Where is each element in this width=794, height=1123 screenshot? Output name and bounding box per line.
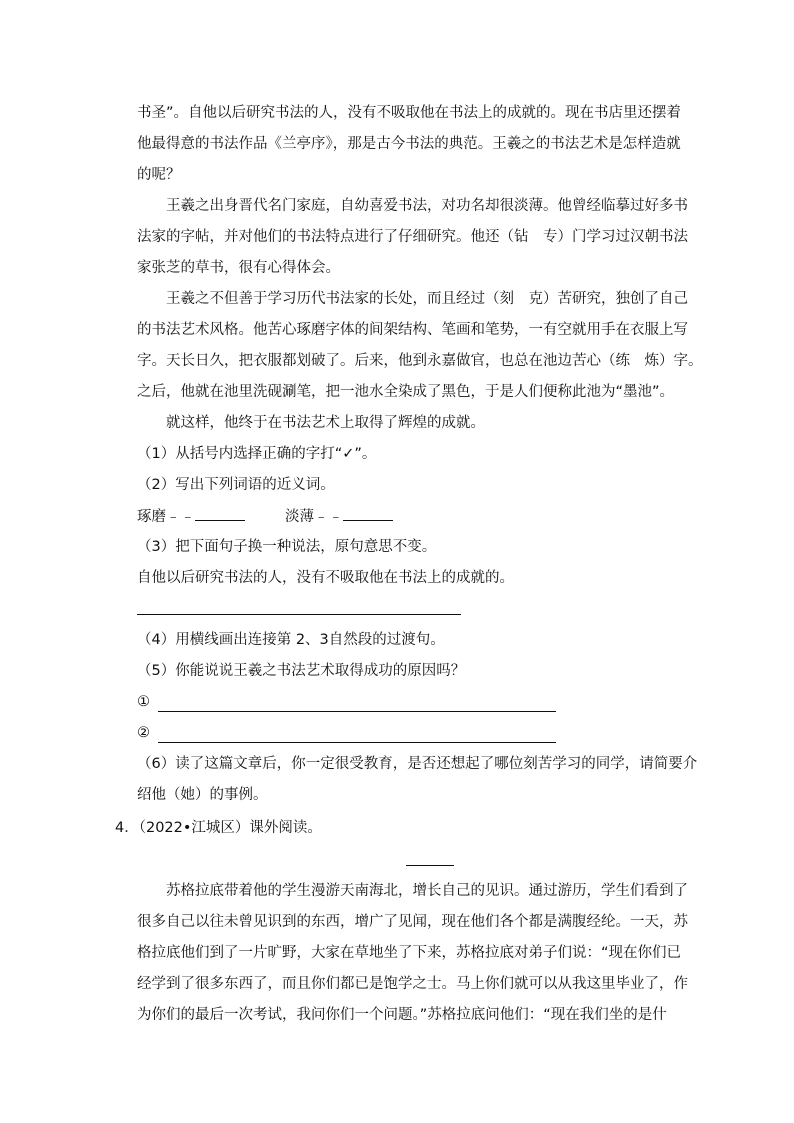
passage-line: 家张芝的草书，很有心得体会。 (137, 260, 340, 276)
passage-2-line: 格拉底他们到了一片旷野，大家在草地坐了下来，苏格拉底对弟子们说：“现在你们已 (137, 945, 682, 961)
title-blank-line[interactable] (406, 865, 454, 866)
reason-marker-1: ① (137, 694, 150, 710)
passage-line: 他最得意的书法作品《兰亭序》，那是古今书法的典范。王羲之的书法艺术是怎样造就 (137, 136, 681, 152)
passage-line: 法家的字帖，并对他们的书法特点进行了仔细研究。他还（钻 专）门学习过汉朝书法 (137, 229, 688, 245)
passage-line: 的书法艺术风格。他苦心琢磨字体的间架结构、笔画和笔势，一有空就用手在衣服上写 (137, 322, 688, 338)
synonym-word-1: 琢磨﹣﹣ (137, 509, 195, 525)
synonym-item-1 (137, 506, 245, 527)
passage-line: 就这样，他终于在书法艺术上取得了辉煌的成就。 (166, 415, 485, 431)
passage-line: 之后，他就在池里洗砚涮笔，把一池水全染成了黑色，于是人们便称此池为“墨池”。 (137, 384, 675, 400)
passage-line: 的呢？ (137, 167, 181, 183)
question-4: （4）用横线画出连接第 2、3自然段的过渡句。 (137, 632, 445, 648)
reason-answer-line-1[interactable] (158, 711, 556, 712)
question-3-sentence: 自他以后研究书法的人，没有不吸取他在书法上的成就的。 (137, 570, 514, 586)
passage-line: 字。天长日久，把衣服都划破了。后来，他到永嘉做官，也总在池边苦心（练 炼）字。 (137, 353, 703, 369)
reason-answer-line-2[interactable] (158, 742, 556, 743)
question-6-cont: 绍他（她）的事例。 (137, 787, 268, 803)
passage-2-line: 很多自己以往未曾见识到的东西，增广了见闻，现在他们各个都是满腹经纶。一天，苏 (137, 914, 688, 930)
passage-line: 王羲之出身晋代名门家庭，自幼喜爱书法，对功名却很淡薄。他曾经临摹过好多书 (166, 198, 688, 214)
passage-2-line: 苏格拉底带着他的学生漫游天南海北，增长自己的见识。通过游历，学生们看到了 (166, 883, 688, 899)
passage-2-line: 为你们的最后一次考试，我问你们一个问题。”苏格拉底问他们：“现在我们坐的是什 (137, 1007, 667, 1023)
synonym-answer-blank-2[interactable] (343, 506, 393, 521)
question-5: （5）你能说说王羲之书法艺术取得成功的原因吗？ (137, 663, 466, 679)
synonym-answer-blank-1[interactable] (195, 506, 245, 521)
passage-line: 王羲之不但善于学习历代书法家的长处，而且经过（刻 克）苦研究，独创了自己 (166, 291, 688, 307)
reason-marker-2: ② (137, 725, 150, 741)
question-2: （2）写出下列词语的近义词。 (137, 477, 335, 493)
item-4-heading: 4．（2022•江城区）课外阅读。 (115, 820, 322, 836)
question-6: （6）读了这篇文章后，你一定很受教育，是否还想起了哪位刻苦学习的同学，请简要介 (137, 756, 698, 772)
rewrite-answer-line[interactable] (137, 614, 461, 615)
question-3: （3）把下面句子换一种说法，原句意思不变。 (137, 539, 437, 555)
synonym-word-2: 淡薄﹣﹣ (285, 509, 343, 525)
synonym-item-2 (285, 506, 393, 527)
question-1: （1）从括号内选择正确的字打“✓”。 (137, 446, 377, 462)
passage-line: 书圣”。自他以后研究书法的人，没有不吸取他在书法上的成就的。现在书店里还摆着 (137, 105, 682, 121)
passage-2-line: 经学到了很多东西了，而且你们都已是饱学之士。马上你们就可以从我这里毕业了，作 (137, 976, 688, 992)
